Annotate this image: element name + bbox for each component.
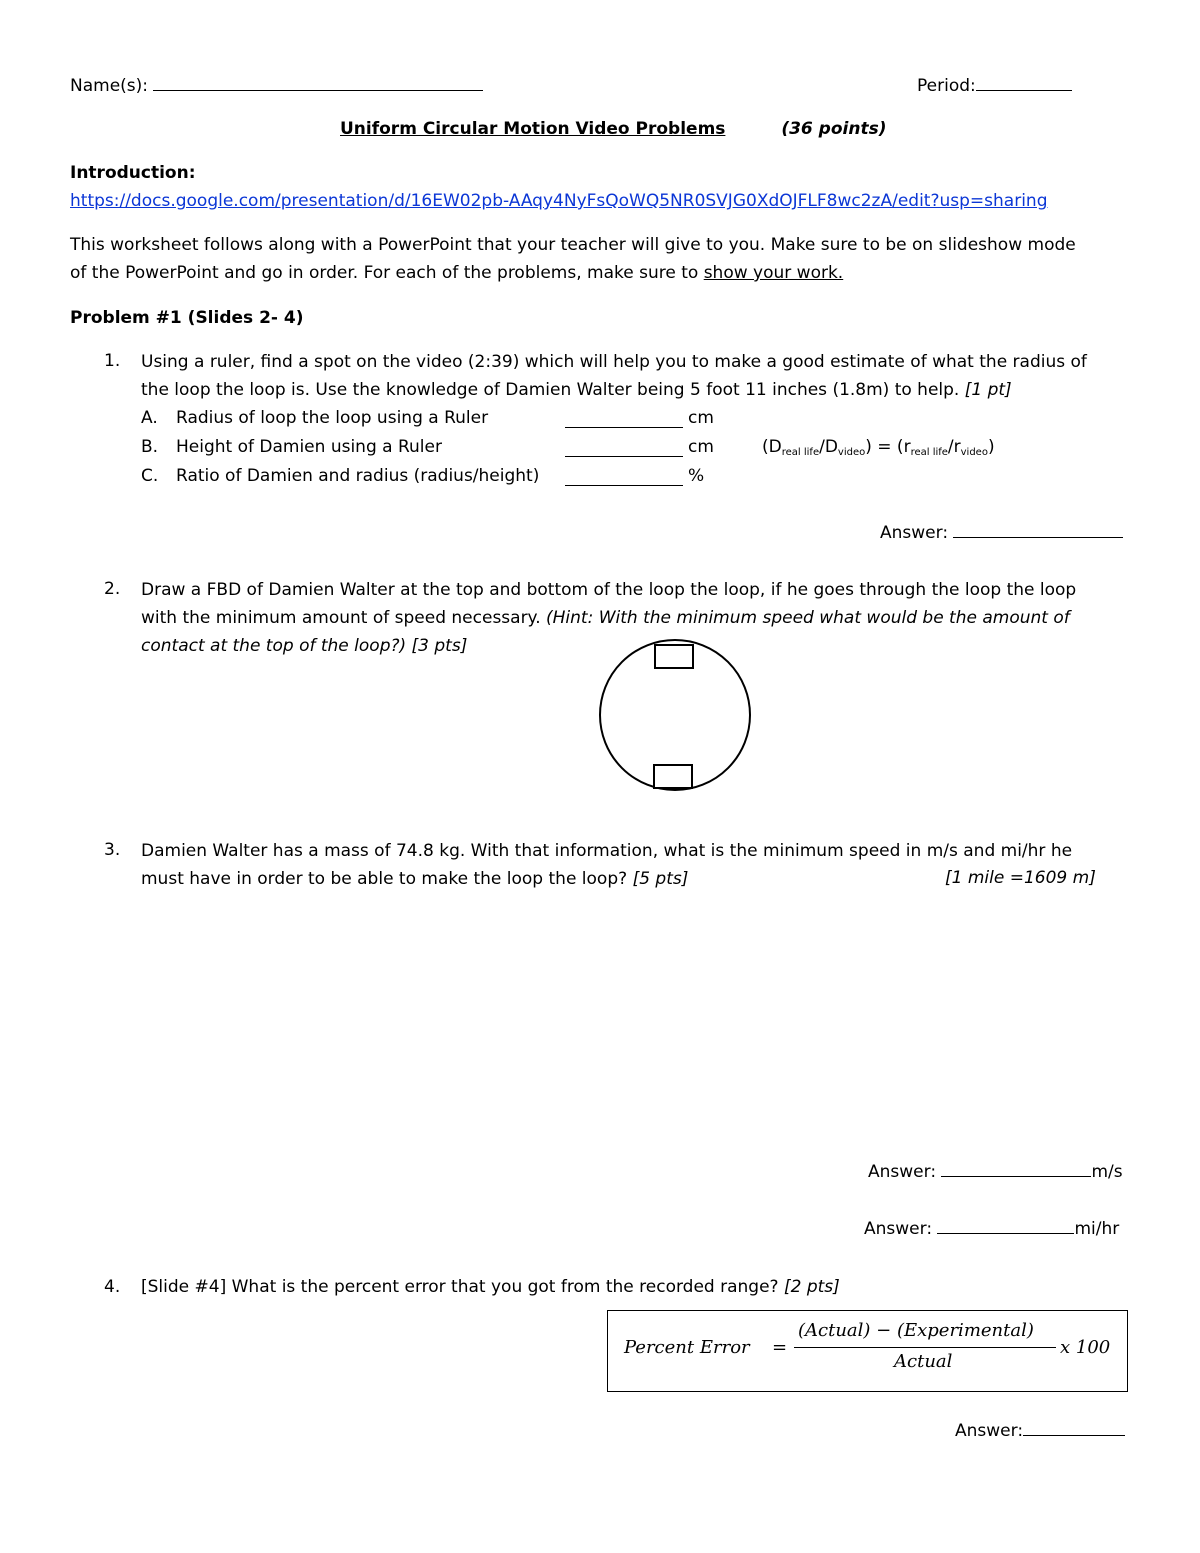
q4-answer-field[interactable] <box>1023 1434 1125 1436</box>
formula-lhs: Percent Error <box>624 1337 750 1358</box>
q1-item-b-text: Height of Damien using a Ruler <box>176 437 442 457</box>
ratio-mid1: /D <box>819 437 838 457</box>
intro-link[interactable]: https://docs.google.com/presentation/d/16EW02pb-AAqy4NyFsQoWQ5NR0SVJG0XdOJFLF8wc2zA/edit?usp=sharing <box>70 191 1048 211</box>
ratio-formula <box>762 437 995 458</box>
q3-answer-mihr-unit: mi/hr <box>1074 1219 1120 1239</box>
formula-numerator: (Actual) − (Experimental) <box>798 1320 1034 1341</box>
q3-line1: Damien Walter has a mass of 74.8 kg. With that information, what is the minimum speed in m/s and mi/hr he <box>141 841 1073 861</box>
q1-item-a-unit: cm <box>688 408 714 428</box>
q1-item-c-field[interactable] <box>565 484 683 486</box>
q1-item-c-text: Ratio of Damien and radius (radius/height) <box>176 466 540 486</box>
q3-answer-mihr <box>864 1219 1119 1239</box>
q2-line3: contact at the top of the loop?) [3 pts] <box>141 636 468 656</box>
q1-item-c-letter: C. <box>141 466 159 486</box>
q2-number: 2. <box>104 579 121 599</box>
title-main: Uniform Circular Motion Video Problems <box>340 119 726 139</box>
q2-line2 <box>141 604 1076 632</box>
ratio-mid3: /r <box>947 437 961 457</box>
q3-answer-mihr-field[interactable] <box>937 1232 1074 1234</box>
q3-answer-mihr-label: Answer: <box>864 1219 933 1239</box>
formula-fraction-bar <box>794 1347 1056 1348</box>
formula-multiplier: x 100 <box>1060 1337 1111 1358</box>
q1-item-c-unit: % <box>688 466 705 486</box>
ratio-sub3: real life <box>910 447 948 458</box>
q1-item-b <box>141 437 442 457</box>
q2-line2-a: with the minimum amount of speed necessary. <box>141 608 547 628</box>
q1-number: 1. <box>104 351 121 371</box>
q1-line2 <box>141 376 1087 404</box>
ratio-sub2: video <box>837 447 866 458</box>
q3-line2-text: must have in order to be able to make the loop the loop? <box>141 869 628 889</box>
page-title <box>340 119 886 139</box>
period-row <box>917 76 1072 96</box>
name-field[interactable] <box>153 89 483 91</box>
ratio-open: (D <box>762 437 782 457</box>
q4-answer-label: Answer: <box>955 1421 1024 1441</box>
formula-denominator: Actual <box>894 1351 953 1372</box>
q3-line2 <box>141 865 1072 893</box>
q2-line1: Draw a FBD of Damien Walter at the top and bottom of the loop the loop, if he goes through the loop the loop <box>141 580 1077 600</box>
q3-answer-ms-label: Answer: <box>868 1162 937 1182</box>
q4-text <box>141 1277 840 1297</box>
intro-text-line2 <box>70 259 1076 287</box>
period-field[interactable] <box>976 89 1072 91</box>
q3-number: 3. <box>104 840 121 860</box>
loop-diagram[interactable] <box>590 635 760 795</box>
intro-label: Introduction: <box>70 163 196 183</box>
intro-link-row <box>70 191 1048 211</box>
title-points: (36 points) <box>781 119 887 139</box>
ratio-mid2: ) = (r <box>865 437 911 457</box>
q1-item-a-text: Radius of loop the loop using a Ruler <box>176 408 489 428</box>
q4-answer <box>955 1421 1125 1441</box>
q3-text <box>141 837 1072 893</box>
q1-item-b-unit: cm <box>688 437 714 457</box>
q1-line2-text: the loop the loop is. Use the knowledge of Damien Walter being 5 foot 11 inches (1.8m) to help. <box>141 380 960 400</box>
q1-item-a-field[interactable] <box>565 426 683 428</box>
ratio-close: ) <box>987 437 995 457</box>
q4-points: [2 pts] <box>783 1277 840 1297</box>
q3-answer-ms-unit: m/s <box>1091 1162 1123 1182</box>
q1-text <box>141 348 1087 404</box>
formula-equals: = <box>772 1337 788 1358</box>
q1-answer-field[interactable] <box>953 536 1123 538</box>
q4-number: 4. <box>104 1277 121 1297</box>
name-row <box>70 76 483 96</box>
q1-line1: Using a ruler, find a spot on the video (2:39) which will help you to make a good estimate of what the radius of <box>141 352 1087 372</box>
problem1-heading: Problem #1 (Slides 2- 4) <box>70 308 304 328</box>
show-work-emphasis: show your work. <box>703 263 844 283</box>
q1-item-a-letter: A. <box>141 408 158 428</box>
percent-error-formula <box>607 1310 1128 1392</box>
q1-item-a <box>141 408 489 428</box>
q1-item-b-field[interactable] <box>565 455 683 457</box>
intro-text-line2-a: of the PowerPoint and go in order. For each of the problems, make sure to <box>70 263 704 283</box>
q1-answer-label: Answer: <box>880 523 949 543</box>
fbd-box-bottom[interactable] <box>654 765 692 788</box>
name-label: Name(s): <box>70 76 149 96</box>
q1-points: [1 pt] <box>964 380 1012 400</box>
q1-item-b-letter: B. <box>141 437 159 457</box>
fbd-box-top[interactable] <box>655 645 693 668</box>
ratio-sub4: video <box>960 447 988 458</box>
intro-text-line1: This worksheet follows along with a PowerPoint that your teacher will give to you. Make sure to be on slideshow mode <box>70 235 1076 255</box>
q3-points: [5 pts] <box>632 869 689 889</box>
q3-conversion: [1 mile =1609 m] <box>945 868 1096 888</box>
q2-hint: (Hint: With the minimum speed what would be the amount of <box>546 608 1070 628</box>
ratio-sub1: real life <box>781 447 820 458</box>
q1-item-c <box>141 466 540 486</box>
q1-answer <box>880 523 1123 543</box>
q4-text-main: [Slide #4] What is the percent error that you got from the recorded range? <box>141 1277 779 1297</box>
period-label: Period: <box>917 76 976 96</box>
q3-answer-ms <box>868 1162 1123 1182</box>
q3-answer-ms-field[interactable] <box>941 1175 1091 1177</box>
intro-text <box>70 231 1076 287</box>
